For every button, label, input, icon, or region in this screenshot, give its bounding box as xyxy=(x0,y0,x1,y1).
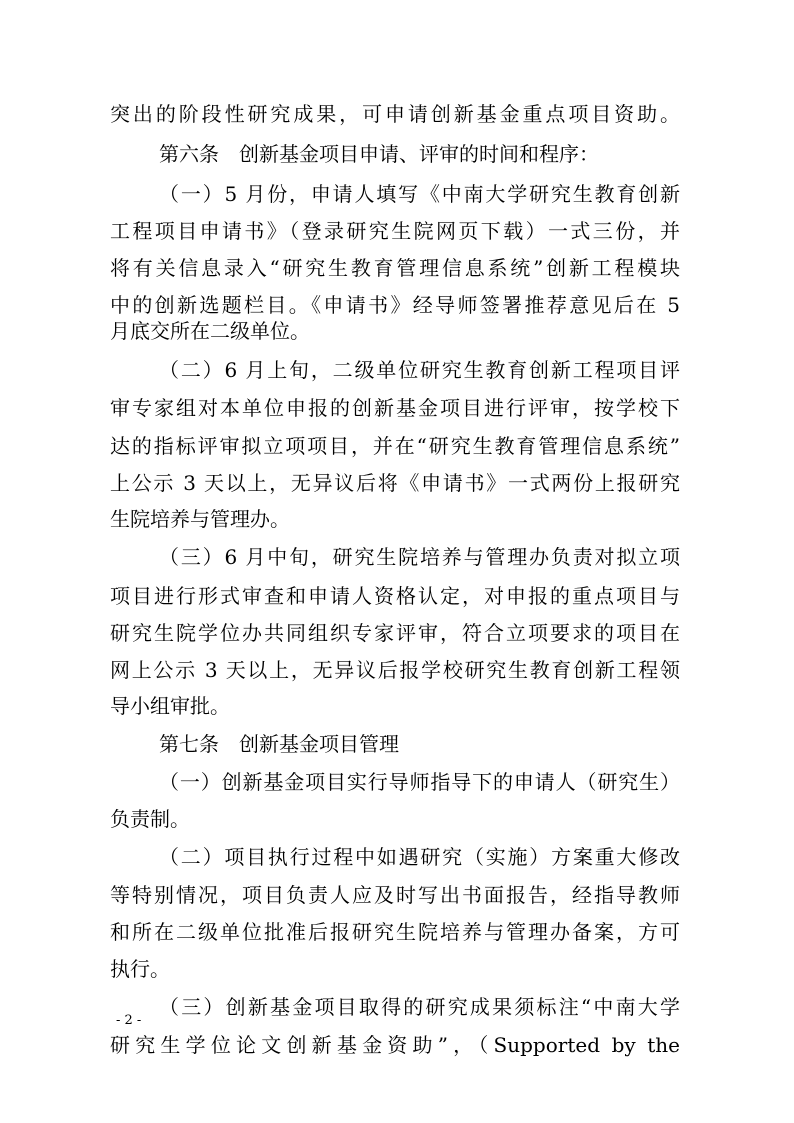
paragraph-line: 审专家组对本单位申报的创新基金项目进行评审，按学校下 xyxy=(110,396,680,420)
paragraph-line: 中的创新选题栏目。《申请书》经导师签署推荐意见后在 5 xyxy=(110,293,680,317)
paragraph-line: 月底交所在二级单位。 xyxy=(110,319,310,343)
paragraph-line: 工程项目申请书》（登录研究生院网页下载）一式三份，并 xyxy=(110,219,680,243)
paragraph-line: 项目进行形式审查和申请人资格认定，对申报的重点项目与 xyxy=(110,584,680,608)
paragraph-line: 生院培养与管理办。 xyxy=(110,507,290,531)
paragraph-line: 导小组审批。 xyxy=(110,694,230,718)
paragraph-line: 网上公示 3 天以上，无异议后报学校研究生教育创新工程领 xyxy=(110,658,680,682)
paragraph-line: 研究生学位论文创新基金资助”，（Supported by the xyxy=(110,1033,680,1057)
paragraph-line: 研究生院学位办共同组织专家评审，符合立项要求的项目在 xyxy=(110,621,680,645)
article-heading-6: 第六条 创新基金项目申请、评审的时间和程序： xyxy=(159,142,599,166)
article-heading-7: 第七条 创新基金项目管理 xyxy=(159,732,399,756)
paragraph-line: 等特别情况，项目负责人应及时写出书面报告，经指导教师 xyxy=(110,883,680,907)
paragraph-line: （一）创新基金项目实行导师指导下的申请人（研究生） xyxy=(159,770,680,794)
paragraph-line: （三）6 月中旬，研究生院培养与管理办负责对拟立项 xyxy=(159,545,680,569)
paragraph-line: 上公示 3 天以上，无异议后将《申请书》一式两份上报研究 xyxy=(110,471,680,495)
paragraph-line: 负责制。 xyxy=(110,807,190,831)
page-number: - 2 - xyxy=(116,1013,142,1028)
paragraph-line: 将有关信息录入“研究生教育管理信息系统”创新工程模块 xyxy=(110,256,680,280)
paragraph-line: 执行。 xyxy=(110,957,170,981)
paragraph-line: 达的指标评审拟立项项目，并在“研究生教育管理信息系统” xyxy=(110,434,680,458)
paragraph-line: （三）创新基金项目取得的研究成果须标注“中南大学 xyxy=(159,995,680,1019)
paragraph-line: （二）项目执行过程中如遇研究（实施）方案重大修改 xyxy=(159,845,680,869)
paragraph-line: （一）5 月份，申请人填写《中南大学研究生教育创新 xyxy=(159,182,680,206)
paragraph-line: （二）6 月上旬，二级单位研究生教育创新工程项目评 xyxy=(159,358,680,382)
paragraph-line: 和所在二级单位批准后报研究生院培养与管理办备案，方可 xyxy=(110,920,680,944)
paragraph-line: 突出的阶段性研究成果，可申请创新基金重点项目资助。 xyxy=(110,102,680,126)
